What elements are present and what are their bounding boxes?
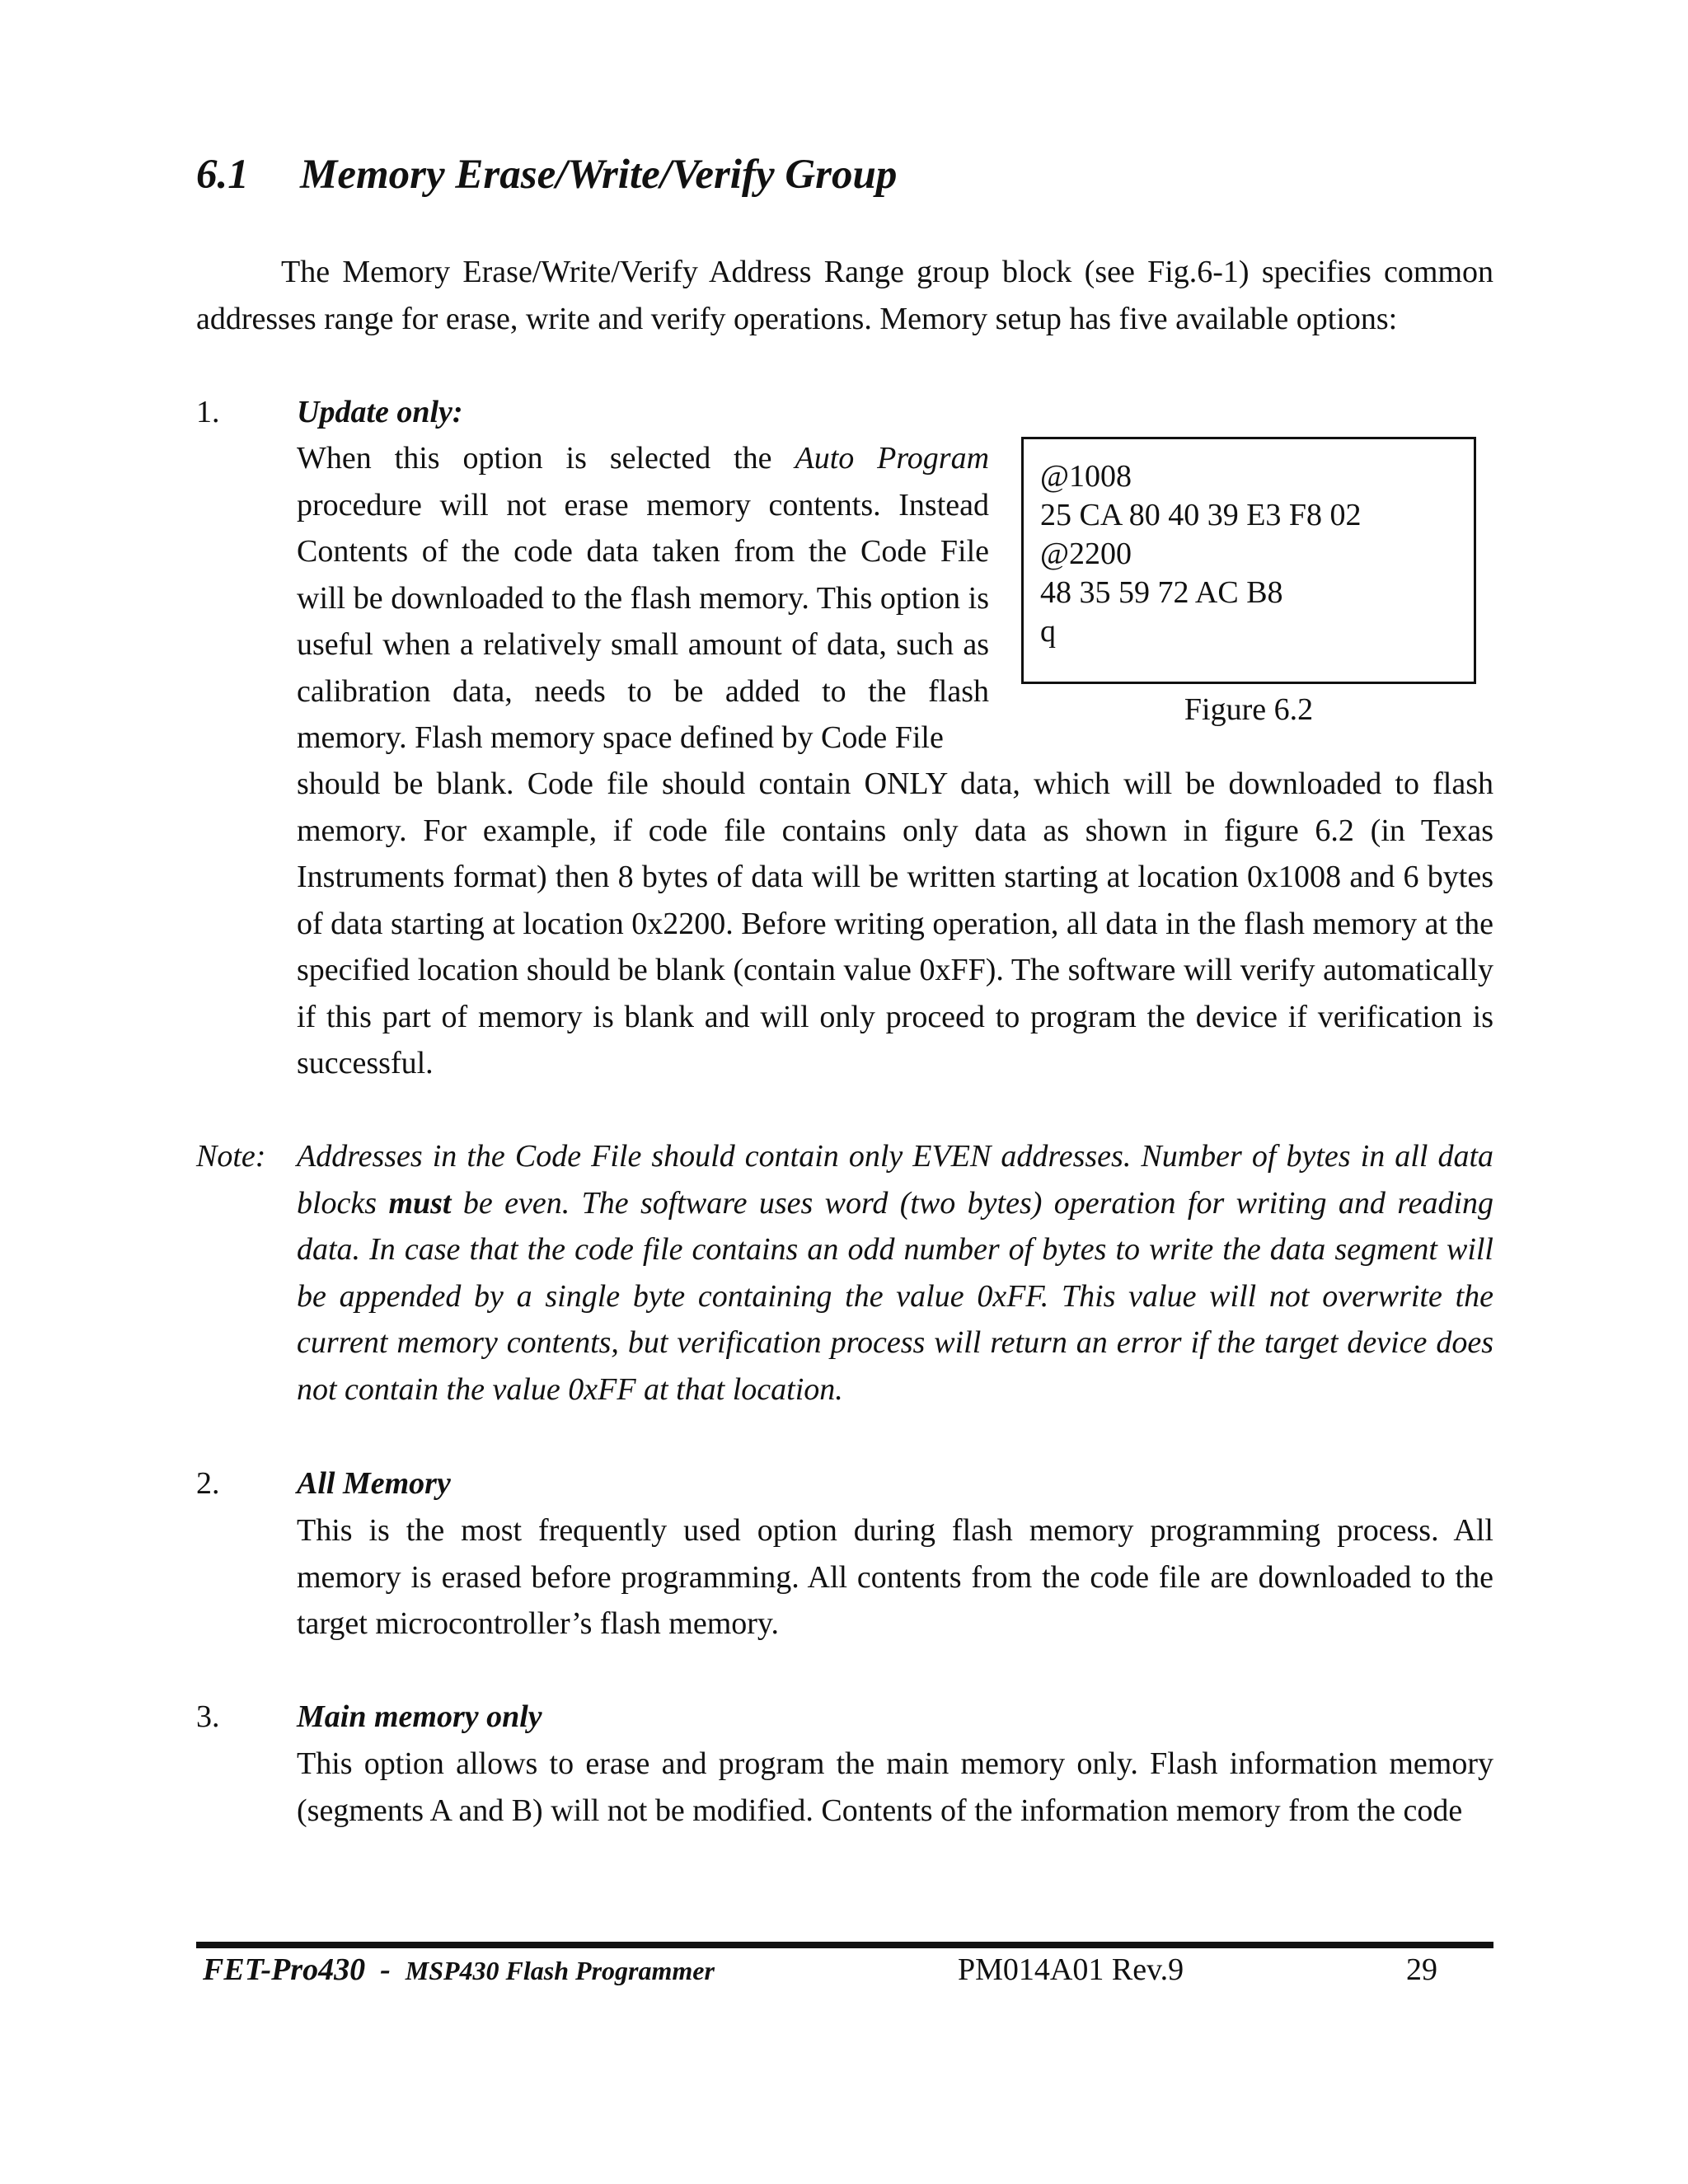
note-text — [297, 1133, 1493, 1413]
item-3-text: This option allows to erase and program the main memory only. Flash information memory (segments A and B) will not be modified. Contents of the information memory from the code — [297, 1746, 1493, 1828]
item-1-text-wrapped — [297, 435, 989, 762]
footer-separator: - — [380, 1952, 391, 1987]
intro-paragraph: The Memory Erase/Write/Verify Address Range group block (see Fig.6-1) specifies common addresses range for erase, write and verify operations. Memory setup has five available options: — [196, 255, 1493, 336]
item-1-title: Update only: — [297, 395, 463, 429]
item-2-title: All Memory — [297, 1466, 451, 1501]
note-text-bold: must — [388, 1185, 452, 1221]
item-1-text-a-post: procedure will not erase memory contents. Instead Contents of the code data taken from the Code File will be downloaded to the flash memory. This option is useful when a relatively small amount of data, such as calibration data, needs to be added to the flash memory. Flash memory space defined by Code File — [297, 487, 989, 755]
footer-doc-id: PM014A01 Rev.9 — [958, 1952, 1184, 1987]
item-2-text: This is the most frequently used option during flash memory programming process. All memory is erased before programming. All contents from the code file are downloaded to the target microcontroller’s flash memory. — [297, 1513, 1493, 1641]
note-text-post: be even. The software uses word (two bytes) operation for writing and reading data. In case that the code file contains an odd number of bytes to write the data segment will be appended by a single byte containing the value 0xFF. This value will not overwrite the current memory contents, but verification process will return an error if the target device does not contain the value 0xFF at that location. — [297, 1185, 1493, 1407]
figure-6-2-box — [1021, 437, 1476, 684]
figure-line: 25 CA 80 40 39 E3 F8 02 — [1040, 498, 1362, 532]
item-1-text-a-emph: Auto Program — [795, 441, 990, 476]
item-2-number: 2. — [196, 1466, 220, 1501]
footer-product-name: FET-Pro430 — [203, 1952, 366, 1987]
section-heading — [196, 145, 1515, 204]
note-text-pre: Addresses in the Code File should contain only EVEN addresses. Number of bytes in all data blocks — [297, 1139, 1493, 1221]
note-label: Note: — [196, 1139, 266, 1174]
item-1-text-a-pre: When this option is selected the — [297, 441, 795, 476]
page-number: 29 — [1406, 1952, 1437, 1987]
figure-line: q — [1040, 614, 1056, 649]
figure-line: @1008 — [1040, 459, 1132, 494]
figure-line: 48 35 59 72 AC B8 — [1040, 575, 1283, 610]
footer-subtitle: MSP430 Flash Programmer — [405, 1956, 715, 1985]
item-3-number: 3. — [196, 1699, 220, 1734]
item-1-text-continued: should be blank. Code file should contain ONLY data, which will be downloaded to flash memory. For example, if code file contains only data as shown in figure 6.2 (in Texas Instruments format) then 8 bytes of data will be written starting at location 0x1008 and 6 bytes of data starting at location 0x2200. Before writing operation, all data in the flash memory at the specified location should be blank (contain value 0xFF). The software will verify automatically if this part of memory is blank and will only proceed to program the device if verification is successful. — [297, 766, 1494, 1080]
figure-caption: Figure 6.2 — [1184, 692, 1314, 727]
item-1-number: 1. — [196, 395, 220, 429]
footer-product — [203, 1947, 715, 1994]
section-number: 6.1 — [196, 152, 249, 198]
item-3-title: Main memory only — [297, 1699, 542, 1734]
figure-line: @2200 — [1040, 537, 1132, 571]
section-title: Memory Erase/Write/Verify Group — [300, 152, 898, 198]
